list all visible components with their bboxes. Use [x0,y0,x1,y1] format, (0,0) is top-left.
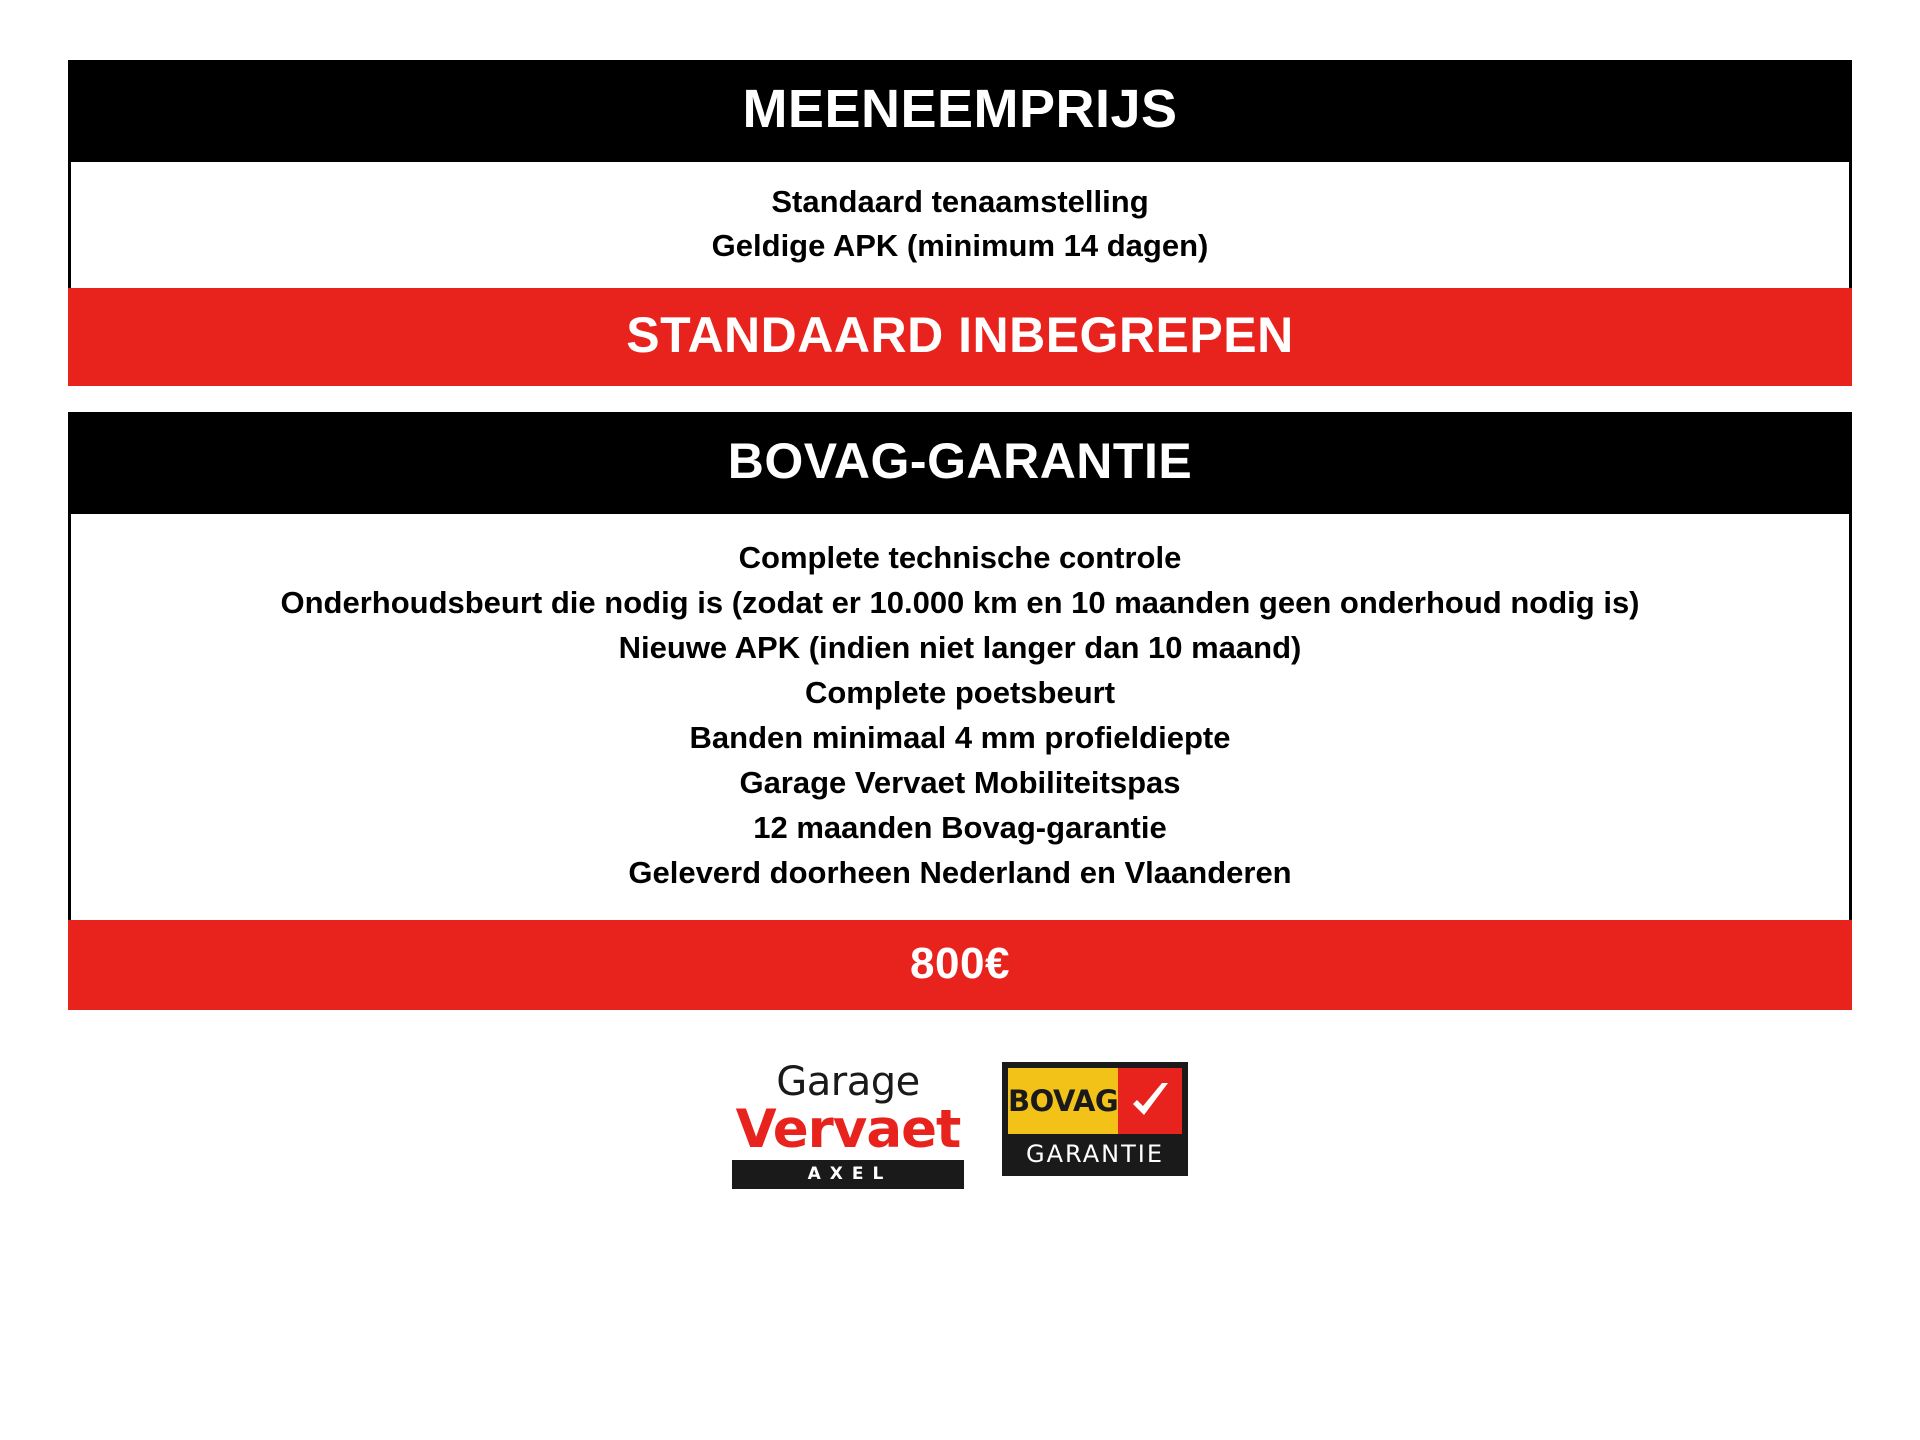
section-divider [68,386,1852,412]
list-item: Complete poetsbeurt [804,674,1116,710]
garage-vervaet-logo [732,1058,964,1190]
garage-logo-line2: Vervaet [735,1098,961,1160]
list-item: Complete technische controle [738,540,1182,576]
list-item: Geleverd doorheen Nederland en Vlaanderen [628,854,1292,890]
section-takeaway-price [68,60,1852,386]
warranty-price: 800€ [68,920,1852,1010]
list-item: Nieuwe APK (indien niet langer dan 10 maand) [618,629,1302,665]
takeaway-title: MEENEEMPRIJS [68,60,1852,162]
list-item: Onderhoudsbeurt die nodig is (zodat er 10.000 km en 10 maanden geen onderhoud nodig is) [280,584,1640,620]
list-item: Standaard tenaamstelling [771,184,1149,219]
list-item: Geldige APK (minimum 14 dagen) [711,228,1209,264]
checkmark-icon [1118,1068,1182,1134]
bovag-garantie-logo [1002,1062,1188,1176]
bovag-logo-top [1008,1068,1182,1134]
takeaway-footer: STANDAARD INBEGREPEN [68,288,1852,386]
bovag-logo-sub: GARANTIE [1026,1139,1164,1168]
list-item: Garage Vervaet Mobiliteitspas [739,764,1181,800]
warranty-title: BOVAG-GARANTIE [68,412,1852,514]
logo-row [68,1058,1852,1190]
section-bovag-warranty [68,412,1852,1010]
list-item: 12 maanden Bovag-garantie [753,809,1167,845]
bovag-logo-name: BOVAG [1008,1068,1118,1134]
list-item: Banden minimaal 4 mm profieldiepte [689,719,1231,755]
garage-logo-line3: AXEL [732,1160,964,1189]
garage-logo-line1: Garage [776,1058,920,1105]
warranty-list [68,514,1852,920]
takeaway-list [68,162,1852,288]
